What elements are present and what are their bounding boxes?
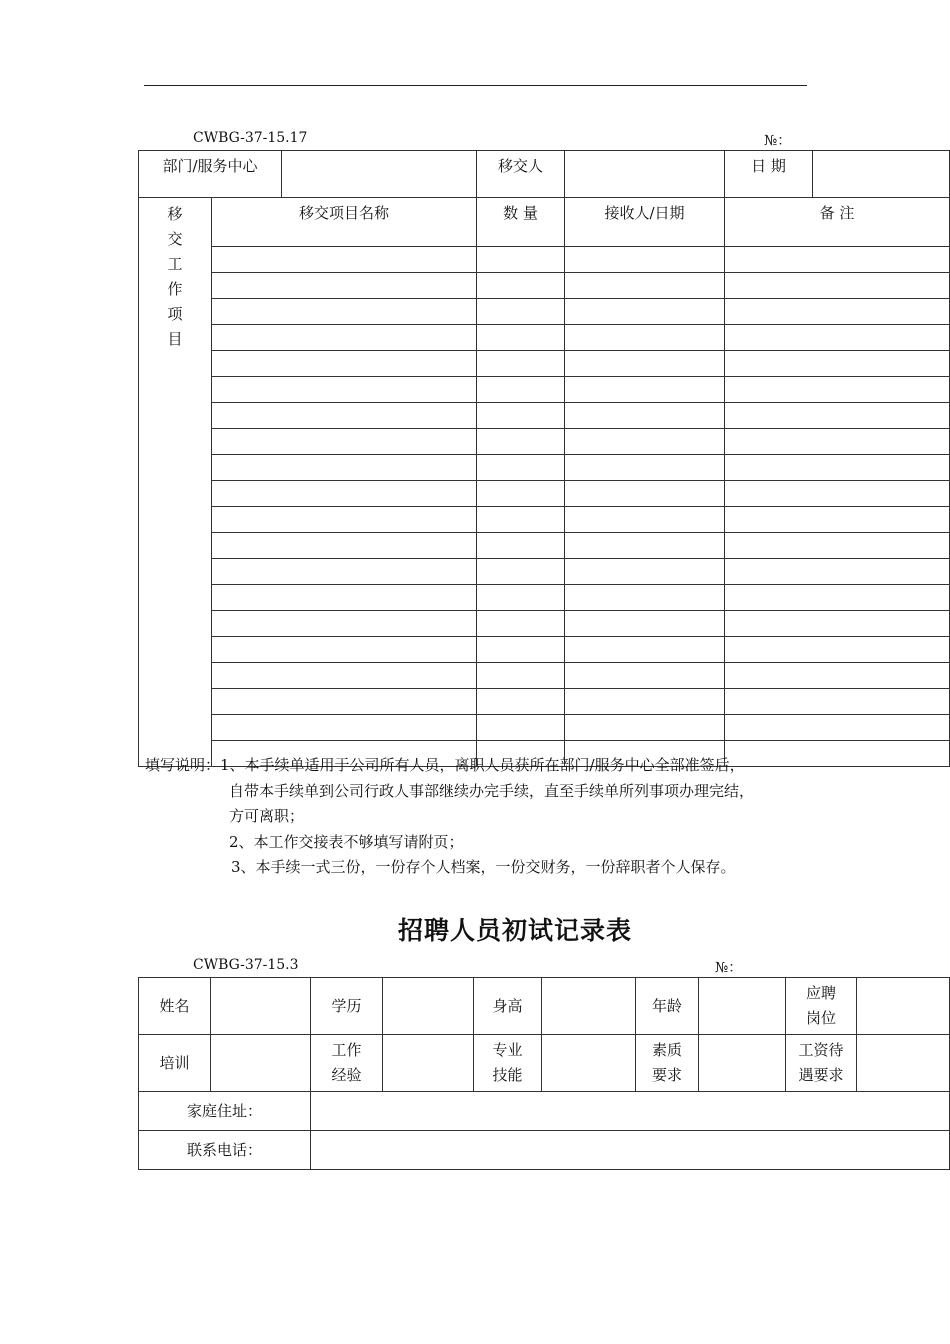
handover-person-field[interactable] xyxy=(565,151,725,198)
table-row xyxy=(139,481,950,507)
training-field[interactable] xyxy=(211,1035,311,1092)
work-experience-label: 工作 经验 xyxy=(311,1035,383,1092)
col-item-name: 移交项目名称 xyxy=(212,198,477,247)
col-receiver-date: 接收人/日期 xyxy=(565,198,725,247)
table-row xyxy=(139,559,950,585)
note-line: 2、本工作交接表不够填写请附页； xyxy=(229,832,464,851)
table-row xyxy=(139,507,950,533)
date-label: 日 期 xyxy=(725,151,813,198)
note-line: 自带本手续单到公司行政人事部继续办完手续，直至手续单所列事项办理完结， xyxy=(229,781,755,800)
phone-label: 联系电话： xyxy=(139,1131,311,1170)
skill-label: 专业 技能 xyxy=(474,1035,542,1092)
table-row xyxy=(139,715,950,741)
table-row xyxy=(139,637,950,663)
form2-title: 招聘人员初试记录表 xyxy=(397,916,632,945)
table-row xyxy=(139,455,950,481)
header-rule xyxy=(144,85,807,86)
table-row xyxy=(139,403,950,429)
table-row xyxy=(139,299,950,325)
table-row xyxy=(139,585,950,611)
training-label: 培训 xyxy=(139,1035,211,1092)
address-label: 家庭住址： xyxy=(139,1092,311,1131)
col-quantity: 数 量 xyxy=(477,198,565,247)
table-row xyxy=(139,663,950,689)
table-row xyxy=(139,247,950,273)
form1-number-label: №： xyxy=(764,133,792,149)
position-label: 应聘 岗位 xyxy=(786,978,857,1035)
salary-label: 工资待 遇要求 xyxy=(786,1035,857,1092)
note-line: 填写说明：1、本手续单适用于公司所有人员，离职人员获所在部门/服务中心全部准签后， xyxy=(145,756,745,774)
quality-label: 素质 要求 xyxy=(636,1035,699,1092)
work-experience-field[interactable] xyxy=(383,1035,474,1092)
side-label: 移 交 工 作 项 目 xyxy=(139,198,212,767)
table-row xyxy=(139,429,950,455)
handover-person-label: 移交人 xyxy=(477,151,565,198)
quality-field[interactable] xyxy=(699,1035,786,1092)
name-field[interactable] xyxy=(211,978,311,1035)
col-remarks: 备 注 xyxy=(725,198,950,247)
height-label: 身高 xyxy=(474,978,542,1035)
name-label: 姓名 xyxy=(139,978,211,1035)
note-line: 方可离职； xyxy=(229,807,305,825)
fill-instructions xyxy=(145,753,754,881)
age-field[interactable] xyxy=(699,978,786,1035)
form2-number-label: №： xyxy=(715,960,743,976)
height-field[interactable] xyxy=(542,978,636,1035)
address-field[interactable] xyxy=(311,1092,950,1131)
table-row xyxy=(139,377,950,403)
table-row xyxy=(139,533,950,559)
form2-code: CWBG-37-15.3 xyxy=(193,957,299,973)
table-row xyxy=(139,689,950,715)
skill-field[interactable] xyxy=(542,1035,636,1092)
education-label: 学历 xyxy=(311,978,383,1035)
handover-table xyxy=(138,150,950,767)
age-label: 年龄 xyxy=(636,978,699,1035)
form1-code: CWBG-37-15.17 xyxy=(193,130,308,146)
date-field[interactable] xyxy=(813,151,950,198)
salary-field[interactable] xyxy=(857,1035,950,1092)
position-field[interactable] xyxy=(857,978,950,1035)
table-row xyxy=(139,325,950,351)
dept-label: 部门/服务中心 xyxy=(139,151,282,198)
table-row xyxy=(139,351,950,377)
recruitment-table xyxy=(138,977,950,1170)
education-field[interactable] xyxy=(383,978,474,1035)
phone-field[interactable] xyxy=(311,1131,950,1170)
table-row xyxy=(139,611,950,637)
table-row xyxy=(139,273,950,299)
note-line: 3、本手续一式三份，一份存个人档案，一份交财务，一份辞职者个人保存。 xyxy=(231,858,736,876)
dept-field[interactable] xyxy=(282,151,477,198)
